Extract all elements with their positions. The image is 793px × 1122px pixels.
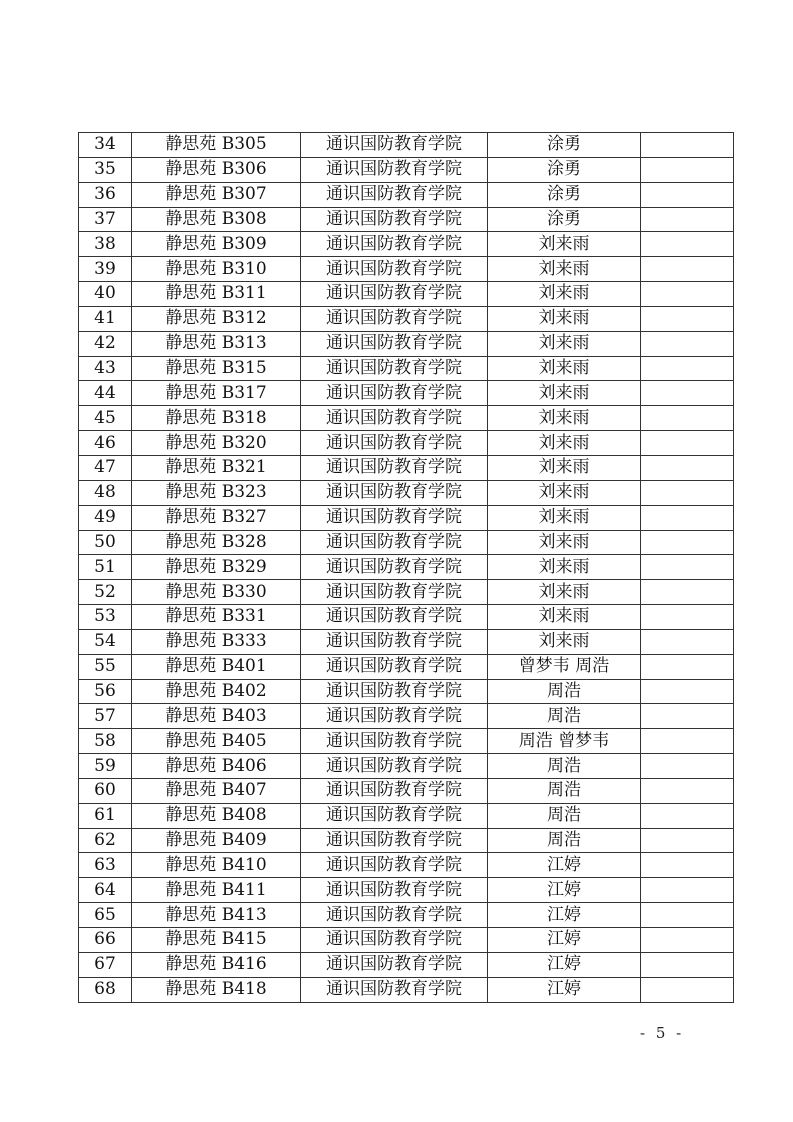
cell-person: 刘来雨	[488, 257, 641, 282]
table-row	[79, 207, 734, 232]
cell-college: 通识国防教育学院	[301, 952, 488, 977]
cell-number: 56	[79, 679, 132, 704]
cell-person: 周浩	[488, 778, 641, 803]
cell-note	[641, 381, 734, 406]
cell-room: 静思苑 B409	[132, 828, 301, 853]
table-row	[79, 803, 734, 828]
cell-note	[641, 778, 734, 803]
cell-note	[641, 331, 734, 356]
cell-room: 静思苑 B327	[132, 505, 301, 530]
cell-room: 静思苑 B313	[132, 331, 301, 356]
cell-number: 51	[79, 555, 132, 580]
cell-person: 周浩	[488, 803, 641, 828]
table-row	[79, 977, 734, 1002]
cell-person: 周浩	[488, 679, 641, 704]
cell-note	[641, 306, 734, 331]
cell-college: 通识国防教育学院	[301, 480, 488, 505]
cell-person: 周浩 曾梦韦	[488, 729, 641, 754]
cell-person: 周浩	[488, 704, 641, 729]
cell-number: 58	[79, 729, 132, 754]
cell-number: 45	[79, 406, 132, 431]
cell-person: 周浩	[488, 828, 641, 853]
cell-note	[641, 754, 734, 779]
table-row	[79, 480, 734, 505]
cell-room: 静思苑 B305	[132, 133, 301, 158]
cell-note	[641, 282, 734, 307]
cell-room: 静思苑 B410	[132, 853, 301, 878]
cell-note	[641, 431, 734, 456]
table-row	[79, 679, 734, 704]
cell-note	[641, 654, 734, 679]
cell-college: 通识国防教育学院	[301, 530, 488, 555]
cell-college: 通识国防教育学院	[301, 605, 488, 630]
table-row	[79, 629, 734, 654]
cell-college: 通识国防教育学院	[301, 778, 488, 803]
cell-number: 55	[79, 654, 132, 679]
cell-room: 静思苑 B403	[132, 704, 301, 729]
cell-number: 40	[79, 282, 132, 307]
cell-person: 刘来雨	[488, 232, 641, 257]
cell-room: 静思苑 B413	[132, 903, 301, 928]
cell-note	[641, 803, 734, 828]
cell-room: 静思苑 B418	[132, 977, 301, 1002]
cell-room: 静思苑 B309	[132, 232, 301, 257]
cell-note	[641, 903, 734, 928]
cell-number: 34	[79, 133, 132, 158]
table-row	[79, 754, 734, 779]
cell-person: 刘来雨	[488, 406, 641, 431]
cell-number: 44	[79, 381, 132, 406]
cell-note	[641, 480, 734, 505]
cell-note	[641, 605, 734, 630]
table-row	[79, 928, 734, 953]
cell-note	[641, 133, 734, 158]
cell-room: 静思苑 B308	[132, 207, 301, 232]
cell-room: 静思苑 B405	[132, 729, 301, 754]
table-row	[79, 580, 734, 605]
table-row	[79, 182, 734, 207]
cell-college: 通识国防教育学院	[301, 381, 488, 406]
cell-room: 静思苑 B329	[132, 555, 301, 580]
cell-number: 38	[79, 232, 132, 257]
cell-room: 静思苑 B306	[132, 157, 301, 182]
cell-person: 刘来雨	[488, 431, 641, 456]
table-row	[79, 729, 734, 754]
cell-person: 江婷	[488, 878, 641, 903]
cell-person: 刘来雨	[488, 555, 641, 580]
cell-number: 59	[79, 754, 132, 779]
cell-number: 48	[79, 480, 132, 505]
cell-person: 江婷	[488, 952, 641, 977]
cell-college: 通识国防教育学院	[301, 356, 488, 381]
table-row	[79, 331, 734, 356]
cell-college: 通识国防教育学院	[301, 232, 488, 257]
cell-college: 通识国防教育学院	[301, 828, 488, 853]
cell-college: 通识国防教育学院	[301, 704, 488, 729]
cell-college: 通识国防教育学院	[301, 580, 488, 605]
cell-number: 57	[79, 704, 132, 729]
cell-room: 静思苑 B411	[132, 878, 301, 903]
table-row	[79, 530, 734, 555]
cell-note	[641, 704, 734, 729]
cell-college: 通识国防教育学院	[301, 505, 488, 530]
cell-number: 35	[79, 157, 132, 182]
cell-number: 41	[79, 306, 132, 331]
table-row	[79, 952, 734, 977]
cell-person: 江婷	[488, 903, 641, 928]
cell-person: 涂勇	[488, 133, 641, 158]
cell-number: 47	[79, 455, 132, 480]
table-row	[79, 133, 734, 158]
cell-room: 静思苑 B323	[132, 480, 301, 505]
table-row	[79, 828, 734, 853]
cell-room: 静思苑 B333	[132, 629, 301, 654]
cell-person: 江婷	[488, 977, 641, 1002]
cell-room: 静思苑 B407	[132, 778, 301, 803]
cell-college: 通识国防教育学院	[301, 803, 488, 828]
page-number: - 5 -	[640, 1024, 685, 1042]
cell-room: 静思苑 B402	[132, 679, 301, 704]
cell-college: 通识国防教育学院	[301, 133, 488, 158]
cell-person: 江婷	[488, 853, 641, 878]
cell-number: 42	[79, 331, 132, 356]
cell-number: 60	[79, 778, 132, 803]
cell-room: 静思苑 B315	[132, 356, 301, 381]
cell-college: 通识国防教育学院	[301, 555, 488, 580]
cell-person: 涂勇	[488, 157, 641, 182]
cell-person: 刘来雨	[488, 580, 641, 605]
cell-number: 53	[79, 605, 132, 630]
cell-number: 49	[79, 505, 132, 530]
cell-room: 静思苑 B321	[132, 455, 301, 480]
cell-note	[641, 977, 734, 1002]
cell-note	[641, 853, 734, 878]
cell-number: 36	[79, 182, 132, 207]
cell-note	[641, 629, 734, 654]
cell-note	[641, 257, 734, 282]
cell-person: 刘来雨	[488, 356, 641, 381]
cell-person: 刘来雨	[488, 331, 641, 356]
cell-number: 66	[79, 928, 132, 953]
cell-person: 刘来雨	[488, 381, 641, 406]
cell-college: 通识国防教育学院	[301, 455, 488, 480]
cell-college: 通识国防教育学院	[301, 853, 488, 878]
cell-person: 曾梦韦 周浩	[488, 654, 641, 679]
table-row	[79, 282, 734, 307]
cell-college: 通识国防教育学院	[301, 257, 488, 282]
cell-note	[641, 356, 734, 381]
cell-room: 静思苑 B415	[132, 928, 301, 953]
cell-note	[641, 455, 734, 480]
cell-room: 静思苑 B401	[132, 654, 301, 679]
cell-room: 静思苑 B331	[132, 605, 301, 630]
cell-room: 静思苑 B307	[132, 182, 301, 207]
table-row	[79, 406, 734, 431]
cell-note	[641, 182, 734, 207]
cell-note	[641, 406, 734, 431]
cell-college: 通识国防教育学院	[301, 182, 488, 207]
cell-note	[641, 679, 734, 704]
cell-college: 通识国防教育学院	[301, 754, 488, 779]
cell-room: 静思苑 B328	[132, 530, 301, 555]
cell-number: 64	[79, 878, 132, 903]
cell-person: 刘来雨	[488, 505, 641, 530]
table-row	[79, 232, 734, 257]
cell-number: 54	[79, 629, 132, 654]
cell-college: 通识国防教育学院	[301, 629, 488, 654]
cell-college: 通识国防教育学院	[301, 331, 488, 356]
cell-college: 通识国防教育学院	[301, 207, 488, 232]
cell-number: 43	[79, 356, 132, 381]
table-body	[79, 133, 734, 1003]
table-row	[79, 381, 734, 406]
cell-note	[641, 952, 734, 977]
table-row	[79, 455, 734, 480]
cell-room: 静思苑 B311	[132, 282, 301, 307]
cell-college: 通识国防教育学院	[301, 878, 488, 903]
cell-room: 静思苑 B406	[132, 754, 301, 779]
cell-note	[641, 232, 734, 257]
cell-college: 通识国防教育学院	[301, 903, 488, 928]
table-row	[79, 903, 734, 928]
cell-college: 通识国防教育学院	[301, 654, 488, 679]
cell-number: 67	[79, 952, 132, 977]
cell-person: 刘来雨	[488, 306, 641, 331]
cell-room: 静思苑 B320	[132, 431, 301, 456]
table-row	[79, 778, 734, 803]
table-row	[79, 431, 734, 456]
cell-note	[641, 729, 734, 754]
table-row	[79, 654, 734, 679]
cell-number: 61	[79, 803, 132, 828]
table-row	[79, 356, 734, 381]
cell-note	[641, 157, 734, 182]
cell-room: 静思苑 B312	[132, 306, 301, 331]
cell-person: 周浩	[488, 754, 641, 779]
cell-number: 52	[79, 580, 132, 605]
cell-college: 通识国防教育学院	[301, 679, 488, 704]
cell-person: 涂勇	[488, 207, 641, 232]
cell-person: 刘来雨	[488, 282, 641, 307]
cell-note	[641, 828, 734, 853]
cell-note	[641, 878, 734, 903]
cell-room: 静思苑 B330	[132, 580, 301, 605]
cell-number: 68	[79, 977, 132, 1002]
cell-room: 静思苑 B310	[132, 257, 301, 282]
cell-person: 刘来雨	[488, 605, 641, 630]
table-row	[79, 704, 734, 729]
cell-number: 62	[79, 828, 132, 853]
cell-room: 静思苑 B318	[132, 406, 301, 431]
room-assignment-table	[78, 132, 734, 1003]
cell-note	[641, 207, 734, 232]
cell-note	[641, 530, 734, 555]
cell-college: 通识国防教育学院	[301, 406, 488, 431]
cell-college: 通识国防教育学院	[301, 928, 488, 953]
cell-number: 46	[79, 431, 132, 456]
table-row	[79, 555, 734, 580]
table-row	[79, 306, 734, 331]
cell-note	[641, 555, 734, 580]
cell-number: 37	[79, 207, 132, 232]
table-row	[79, 878, 734, 903]
table-row	[79, 157, 734, 182]
cell-college: 通识国防教育学院	[301, 431, 488, 456]
cell-note	[641, 928, 734, 953]
cell-college: 通识国防教育学院	[301, 157, 488, 182]
table-row	[79, 505, 734, 530]
cell-person: 江婷	[488, 928, 641, 953]
cell-person: 刘来雨	[488, 629, 641, 654]
cell-note	[641, 580, 734, 605]
cell-person: 刘来雨	[488, 480, 641, 505]
cell-room: 静思苑 B317	[132, 381, 301, 406]
table-row	[79, 853, 734, 878]
table-row	[79, 605, 734, 630]
cell-person: 刘来雨	[488, 530, 641, 555]
cell-person: 涂勇	[488, 182, 641, 207]
cell-college: 通识国防教育学院	[301, 729, 488, 754]
cell-number: 39	[79, 257, 132, 282]
table-row	[79, 257, 734, 282]
cell-room: 静思苑 B416	[132, 952, 301, 977]
cell-college: 通识国防教育学院	[301, 282, 488, 307]
cell-college: 通识国防教育学院	[301, 306, 488, 331]
cell-number: 65	[79, 903, 132, 928]
cell-note	[641, 505, 734, 530]
cell-number: 50	[79, 530, 132, 555]
cell-college: 通识国防教育学院	[301, 977, 488, 1002]
cell-room: 静思苑 B408	[132, 803, 301, 828]
cell-person: 刘来雨	[488, 455, 641, 480]
cell-number: 63	[79, 853, 132, 878]
